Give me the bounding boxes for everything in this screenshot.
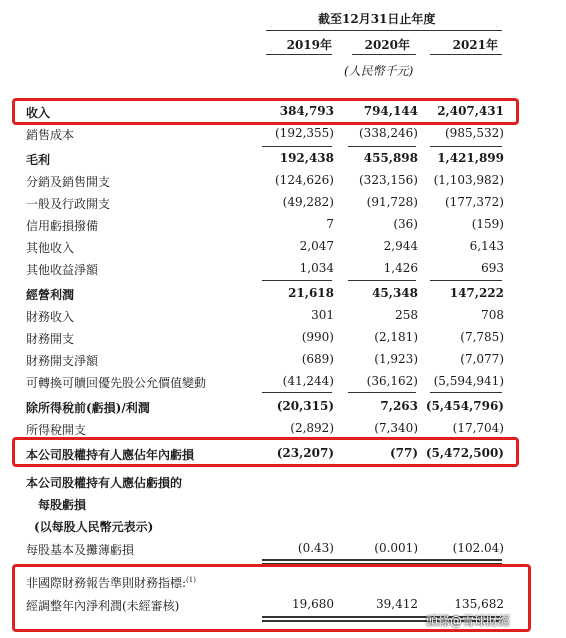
row-value-0: (990) bbox=[301, 330, 334, 344]
row-label: 其他收入 bbox=[26, 241, 75, 255]
nonifrs-2020: 39,412 bbox=[376, 597, 418, 611]
row-label: 財務開支 bbox=[26, 332, 75, 346]
nonifrs-2021: 135,682 bbox=[454, 597, 504, 611]
row-value-0: 192,438 bbox=[279, 151, 334, 165]
row-value-1: 794,144 bbox=[363, 104, 418, 118]
row-value-0: (41,244) bbox=[282, 374, 334, 388]
year-underline-2021 bbox=[430, 54, 502, 55]
row-value-2: (7,785) bbox=[460, 330, 504, 344]
subtotal-line-2019 bbox=[262, 146, 332, 147]
row-value-2: 693 bbox=[481, 261, 504, 275]
row-value-1: (7,340) bbox=[374, 421, 418, 435]
row-value-0: 301 bbox=[311, 308, 334, 322]
row-value-2: (5,594,941) bbox=[433, 374, 504, 388]
nonifrs-2019: 19,680 bbox=[292, 597, 334, 611]
row-label: 本公司股權持有人應佔年內虧損 bbox=[26, 448, 195, 462]
row-value-0: (49,282) bbox=[282, 195, 334, 209]
row-value-1: (91,728) bbox=[366, 195, 418, 209]
row-value-0: 21,618 bbox=[288, 286, 334, 300]
unit-label: (人民幣千元) bbox=[344, 64, 414, 78]
year-2021: 2021年 bbox=[452, 38, 498, 52]
row-value-1: 258 bbox=[395, 308, 418, 322]
row-label: 所得稅開支 bbox=[26, 423, 87, 437]
row-value-1: 45,348 bbox=[372, 286, 418, 300]
eps-label: 每股基本及攤薄虧損 bbox=[26, 543, 135, 557]
subtotal-line3-2019 bbox=[262, 392, 332, 393]
year-underline-2020 bbox=[352, 54, 416, 55]
row-value-2: 6,143 bbox=[469, 239, 504, 253]
row-value-2: 147,222 bbox=[449, 286, 504, 300]
subtotal-line3-2020 bbox=[348, 392, 416, 393]
row-value-1: 455,898 bbox=[363, 151, 418, 165]
row-value-0: 2,047 bbox=[299, 239, 334, 253]
row-value-2: (177,372) bbox=[445, 195, 504, 209]
nonifrs-title-text: 非國際財務報告準則財務指標: bbox=[26, 576, 187, 590]
nonifrs-footnote: (1) bbox=[186, 576, 196, 584]
subtotal-line2-2020 bbox=[348, 280, 416, 281]
eps-2021: (102.04) bbox=[452, 541, 504, 555]
subtotal-line-2020 bbox=[348, 146, 416, 147]
row-label: 信用虧損撥備 bbox=[26, 219, 99, 233]
eps-2020: (0.001) bbox=[374, 541, 418, 555]
row-value-0: (20,315) bbox=[276, 399, 334, 413]
row-value-2: 1,421,899 bbox=[437, 151, 504, 165]
row-label: 可轉換可贖回優先股公允價值變動 bbox=[26, 376, 207, 390]
row-value-2: (5,454,796) bbox=[425, 399, 504, 413]
row-label: 毛利 bbox=[26, 153, 51, 167]
row-value-2: (1,103,982) bbox=[433, 173, 504, 187]
row-value-0: 7 bbox=[326, 217, 334, 231]
row-value-0: 1,034 bbox=[299, 261, 334, 275]
row-value-1: (36) bbox=[393, 217, 418, 231]
row-value-2: 708 bbox=[481, 308, 504, 322]
year-underline-2019 bbox=[266, 54, 332, 55]
subtotal-line2-2019 bbox=[262, 280, 332, 281]
row-value-1: 1,426 bbox=[383, 261, 418, 275]
row-value-2: (17,704) bbox=[452, 421, 504, 435]
row-value-1: (323,156) bbox=[359, 173, 418, 187]
row-value-1: (77) bbox=[389, 446, 418, 460]
row-value-2: 2,407,431 bbox=[437, 104, 504, 118]
row-label: 財務收入 bbox=[26, 310, 75, 324]
row-label: 除所得稅前(虧損)/利潤 bbox=[26, 401, 150, 415]
period-header: 截至12月31日止年度 bbox=[318, 12, 436, 26]
row-value-2: (159) bbox=[471, 217, 504, 231]
year-2020: 2020年 bbox=[364, 38, 410, 52]
row-value-1: (1,923) bbox=[374, 352, 418, 366]
row-label: 收入 bbox=[26, 106, 51, 120]
row-value-1: (2,181) bbox=[374, 330, 418, 344]
subtotal-line3-2021 bbox=[430, 392, 502, 393]
row-value-1: 7,263 bbox=[380, 399, 418, 413]
row-value-0: (124,626) bbox=[275, 173, 334, 187]
year-2019: 2019年 bbox=[286, 38, 332, 52]
row-value-1: 2,944 bbox=[383, 239, 418, 253]
row-value-0: (2,892) bbox=[290, 421, 334, 435]
row-value-0: 384,793 bbox=[279, 104, 334, 118]
eps-double-line-a bbox=[262, 559, 502, 561]
row-label: 分銷及銷售開支 bbox=[26, 175, 111, 189]
eps-title-line1: 本公司股權持有人應佔虧損的 bbox=[26, 476, 183, 490]
nonifrs-label: 經調整年內淨利潤(未經審核) bbox=[26, 599, 180, 613]
row-label: 一般及行政開支 bbox=[26, 197, 111, 211]
row-value-0: (192,355) bbox=[275, 126, 334, 140]
row-value-1: (338,246) bbox=[359, 126, 418, 140]
row-value-2: (985,532) bbox=[445, 126, 504, 140]
subtotal-line2-2021 bbox=[430, 280, 502, 281]
highlight-loss bbox=[12, 437, 519, 467]
subtotal-line-2021 bbox=[430, 146, 502, 147]
row-value-0: (23,207) bbox=[276, 446, 334, 460]
watermark: 頭條@雪球財經 bbox=[426, 614, 511, 628]
row-value-0: (689) bbox=[301, 352, 334, 366]
row-value-2: (5,472,500) bbox=[425, 446, 504, 460]
eps-title-line2: 每股虧損 bbox=[38, 498, 87, 512]
row-label: 經營利潤 bbox=[26, 288, 75, 302]
row-label: 其他收益淨額 bbox=[26, 263, 99, 277]
period-underline bbox=[266, 30, 502, 31]
eps-title-line3: (以每股人民幣元表示) bbox=[34, 520, 154, 534]
row-value-2: (7,077) bbox=[460, 352, 504, 366]
row-value-1: (36,162) bbox=[366, 374, 418, 388]
row-label: 銷售成本 bbox=[26, 128, 75, 142]
row-label: 財務開支淨額 bbox=[26, 354, 99, 368]
highlight-revenue bbox=[12, 98, 519, 125]
eps-2019: (0.43) bbox=[297, 541, 334, 555]
